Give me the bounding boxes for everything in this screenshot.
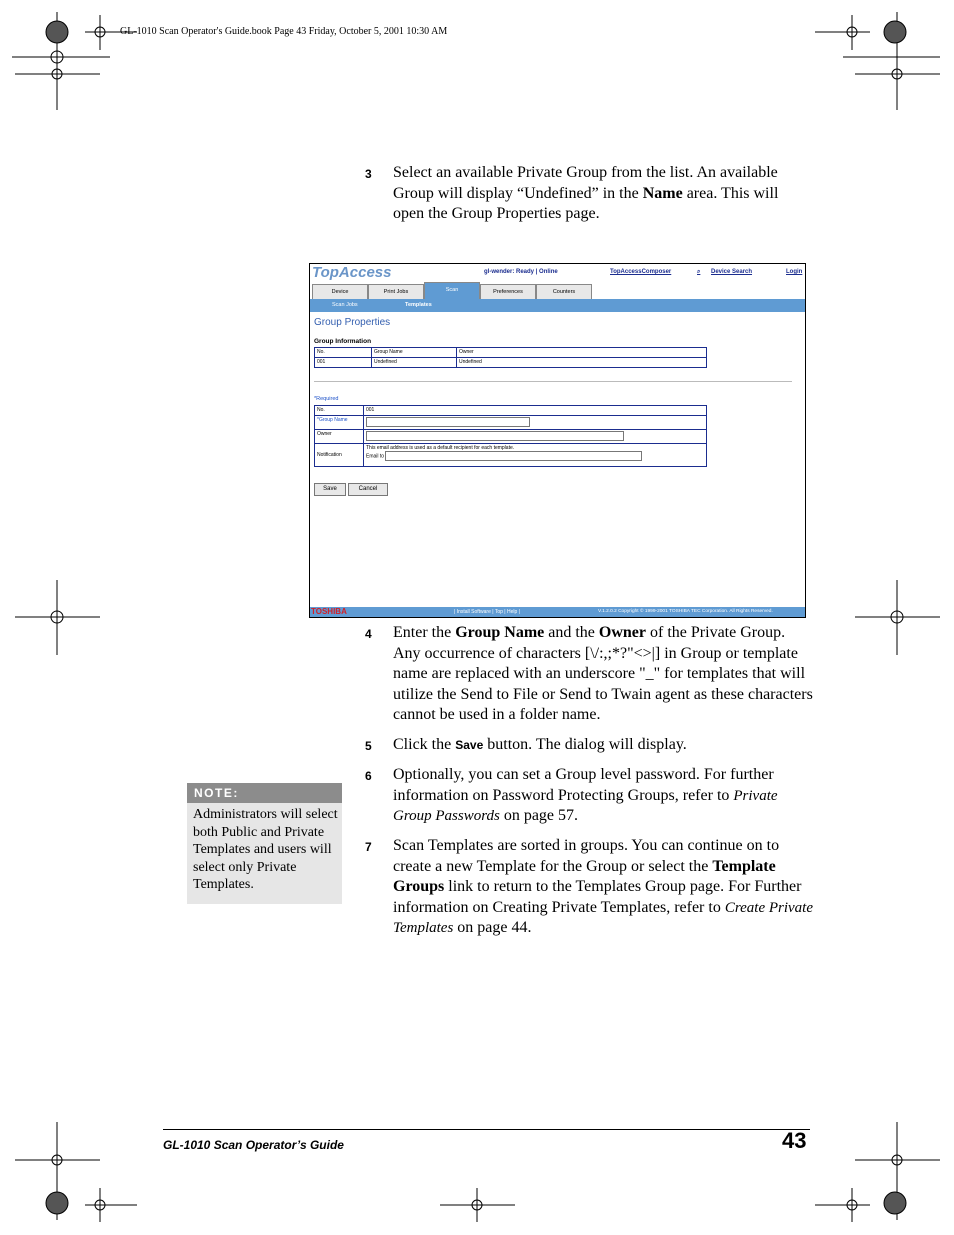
divider — [314, 381, 792, 382]
device-search-link[interactable]: Device Search — [711, 269, 753, 275]
owner-input[interactable] — [366, 431, 624, 441]
note-box — [187, 783, 342, 904]
page-number: 43 — [782, 1128, 807, 1153]
note-body: Administrators will select both Public and Private Templates and users will select only Private Templates. — [193, 807, 338, 892]
notification-label: Notification — [315, 444, 364, 467]
required-label: *Required — [314, 396, 339, 402]
step-text: Enter the Group Name and the Owner of the Private Group. Any occurrence of characters [\/:,;*?"<>|] in Group or template name are replaced with an underscore "_" for templates that will utilize the Send to File or Send to Twain agent as these characters cannot be used in a folder name. — [393, 624, 813, 723]
toshiba-logo: TOSHIBA — [311, 607, 347, 616]
step-text: Optionally, you can set a Group level password. For further information on Password Protecting Groups, refer to Private Group Passwords on page 57. — [393, 766, 778, 824]
copyright: V.1.2.0.2 Copyright © 1999-2001 TOSHIBA TEC Corporation. All Rights Reserved. — [598, 609, 773, 614]
notification-note: This email address is used as a default recipient for each template. — [366, 445, 515, 451]
footer-rule — [163, 1129, 810, 1130]
composer-link[interactable]: TopAccessComposer — [610, 269, 672, 275]
step-6 — [365, 765, 815, 827]
tab-counters[interactable]: Counters — [536, 284, 592, 299]
cancel-button[interactable]: Cancel — [348, 483, 388, 496]
book-header-line: GL-1010 Scan Operator's Guide.book Page 43 Friday, October 5, 2001 10:30 AM — [120, 26, 448, 37]
step-number: 3 — [365, 167, 372, 181]
tab-print-jobs[interactable]: Print Jobs — [368, 284, 424, 299]
owner-label: Owner — [315, 430, 364, 444]
step-7 — [365, 836, 815, 941]
page-title: Group Properties — [314, 317, 391, 328]
device-status: gl-wender: Ready | Online — [484, 269, 558, 275]
step-3 — [365, 163, 815, 228]
step-text: Scan Templates are sorted in groups. You can continue on to create a new Template for the Group or select the Template Groups link to return to the Templates Group page. For Further information on Creating Private Templates, refer to Create Private Templates on page 44. — [393, 837, 813, 936]
step-number: 5 — [365, 739, 372, 753]
footer-title: GL-1010 Scan Operator’s Guide — [163, 1138, 344, 1152]
no-value: 001 — [364, 406, 707, 416]
sub-navigation — [310, 299, 805, 312]
tab-scan[interactable]: Scan — [424, 282, 480, 299]
subtab-scan-jobs[interactable]: Scan Jobs — [332, 302, 358, 308]
search-icon: ⌕ — [697, 269, 701, 275]
step-4 — [365, 623, 815, 728]
topaccess-logo: TopAccess — [312, 264, 392, 281]
note-title: NOTE: — [187, 783, 342, 803]
step-text: Click the Save button. The dialog will display. — [393, 736, 687, 753]
topaccess-screenshot — [309, 263, 806, 618]
table-row: No. Group Name Owner — [315, 348, 707, 358]
screenshot-footer — [310, 607, 805, 617]
footer-links[interactable]: | Install Software | Top | Help | — [454, 609, 520, 615]
group-name-label: *Group Name — [315, 416, 364, 430]
step-text: Select an available Private Group from the list. An available Group will display “Undefined” in the Name area. This will open the Group Properties page. — [393, 164, 779, 222]
login-link[interactable]: Login — [786, 269, 803, 275]
table-row: 001 Undefined Undefined — [315, 358, 707, 368]
tab-preferences[interactable]: Preferences — [480, 284, 536, 299]
email-input[interactable] — [385, 451, 642, 461]
group-info-title: Group Information — [314, 338, 372, 345]
email-label: Email to — [366, 453, 385, 460]
no-label: No. — [315, 406, 364, 416]
save-button[interactable]: Save — [314, 483, 346, 496]
group-form-table — [314, 405, 707, 467]
subtab-templates[interactable]: Templates — [405, 302, 432, 308]
step-number: 4 — [365, 627, 372, 641]
step-5 — [365, 735, 815, 757]
step-number: 7 — [365, 840, 372, 854]
group-info-table — [314, 347, 707, 368]
step-number: 6 — [365, 769, 372, 783]
group-name-input[interactable] — [366, 417, 530, 427]
tab-device[interactable]: Device — [312, 284, 368, 299]
